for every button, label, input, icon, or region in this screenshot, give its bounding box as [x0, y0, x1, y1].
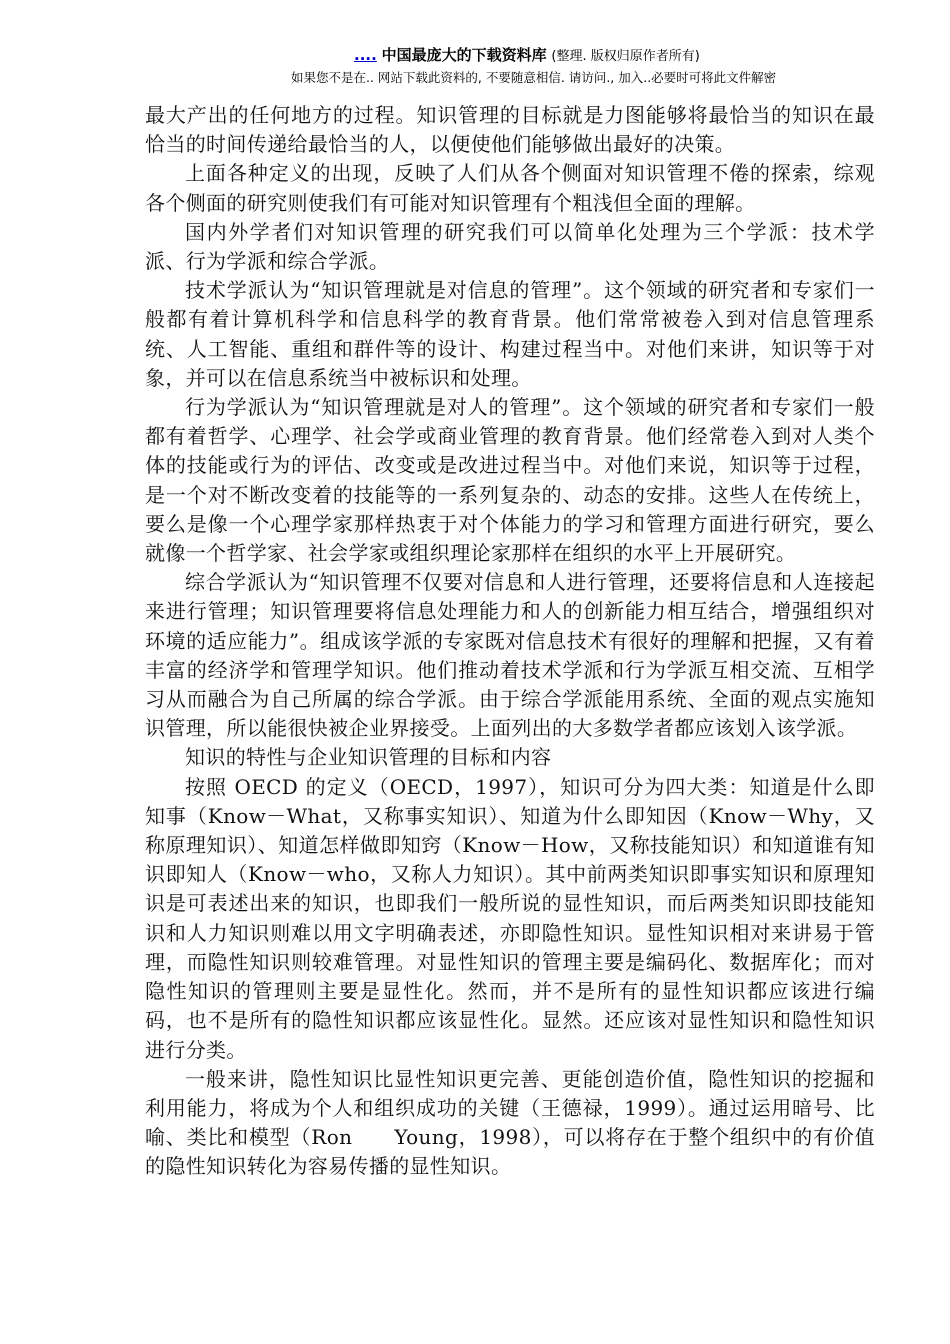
paragraph: 上面各种定义的出现，反映了人们从各个侧面对知识管理不倦的探索，综观各个侧面的研究则使我们有可能对知识管理有个粗浅但全面的理解。: [145, 161, 875, 215]
paragraph-technical-school: 技术学派认为“知识管理就是对信息的管理”。这个领域的研究者和专家们一般都有着计算机科学和信息科学的教育背景。他们常常被卷入到对信息管理系统、人工智能、重组和群件等的设计、构建过程当中。对他们来讲，知识等于对象，并可以在信息系统当中被标识和处理。: [145, 278, 875, 390]
paragraph-integrated-school: 综合学派认为“知识管理不仅要对信息和人进行管理，还要将信息和人连接起来进行管理；知识管理要将信息处理能力和人的创新能力相互结合，增强组织对环境的适应能力”。组成该学派的专家既对信息技术有很好的理解和把握，又有着丰富的经济学和管理学知识。他们推动着技术学派和行为学派互相交流、互相学习从而融合为自己所属的综合学派。由于综合学派能用系统、全面的观点实施知识管理，所以能很快被企业界接受。上面列出的大多数学者都应该划入该学派。: [145, 570, 875, 741]
copyright-note: (整理. 版权归原作者所有): [551, 49, 700, 64]
site-title: 中国最庞大的下载资料库: [381, 46, 547, 64]
page-header: [0, 0, 950, 100]
paragraph: 国内外学者们对知识管理的研究我们可以简单化处理为三个学派：技术学派、行为学派和综合学派。: [145, 219, 875, 274]
site-link[interactable]: ....: [354, 46, 377, 64]
header-disclaimer: 如果您不是在.. 网站下载此资料的, 不要随意相信. 请访问., 加入..必要时可将此文件解密: [291, 70, 777, 85]
section-heading: 知识的特性与企业知识管理的目标和内容: [185, 745, 552, 770]
paragraph-continued: 最大产出的任何地方的过程。知识管理的目标就是力图能够将最恰当的知识在最恰当的时间传递给最恰当的人，以便使他们能够做出最好的决策。: [145, 103, 875, 157]
document-body: [145, 101, 875, 1182]
paragraph-behavioral-school: 行为学派认为“知识管理就是对人的管理”。这个领域的研究者和专家们一般都有着哲学、心理学、社会学或商业管理的教育背景。他们经常卷入到对人类个体的技能或行为的评估、改变或是改进过程当中。对他们来说，知识等于过程，是一个对不断改变着的技能等的一系列复杂的、动态的安排。这些人在传统上，要么是像一个心理学家那样热衷于对个体能力的学习和管理方面进行研究，要么就像一个哲学家、社会学家或组织理论家那样在组织的水平上开展研究。: [145, 395, 875, 566]
paragraph-oecd-definition: 按照 OECD 的定义（OECD，1997），知识可分为四大类：知道是什么即知事（Know－What，又称事实知识）、知道为什么即知因（Know－Why，又称原理知识）、知道怎样做即知窍（Know－How，又称技能知识）和知道谁有知识即知人（Know－who，又称人力知识）。其中前两类知识即事实知识和原理知识是可表述出来的知识，也即我们一般所说的显性知识，而后两类知识即技能知识和人力知识则难以用文字明确表述，亦即隐性知识。显性知识相对来讲易于管理，而隐性知识则较难管理。对显性知识的管理主要是编码化、数据库化；而对隐性知识的管理则主要是显性化。然而，并不是所有的显性知识都应该进行编码，也不是所有的隐性知识都应该显性化。显然。还应该对显性知识和隐性知识进行分类。: [145, 774, 875, 1062]
header-title-line: [354, 44, 700, 65]
paragraph-tacit-knowledge: 一般来讲，隐性知识比显性知识更完善、更能创造价值，隐性知识的挖掘和利用能力，将成为个人和组织成功的关键（王德禄，1999）。通过运用暗号、比喻、类比和模型（Ron Young，1998），可以将存在于整个组织中的有价值的隐性知识转化为容易传播的显性知识。: [145, 1066, 875, 1179]
